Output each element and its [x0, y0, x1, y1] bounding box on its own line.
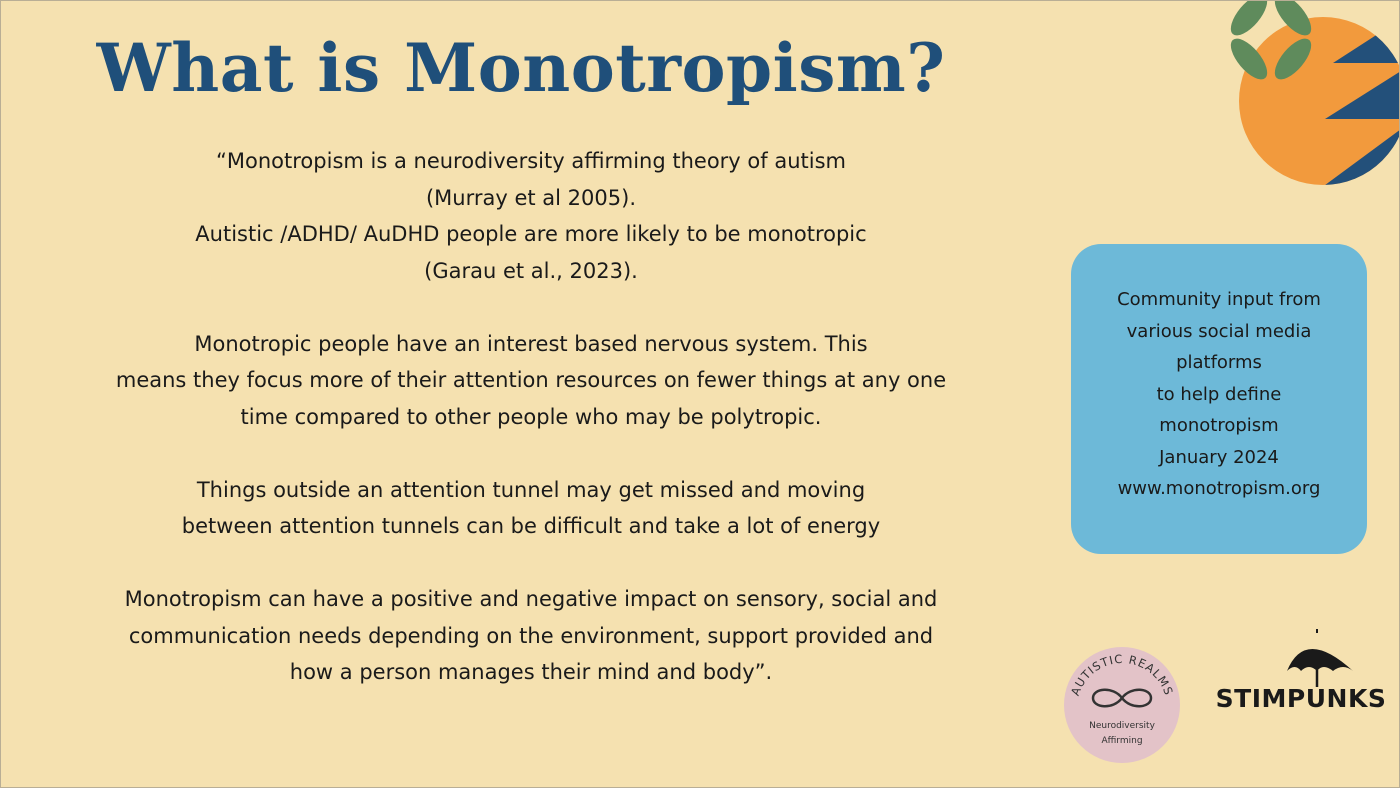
text-line: communication needs depending on the environment, support provided and	[128, 623, 934, 648]
info-box	[1071, 244, 1367, 554]
info-line: monotropism	[1159, 415, 1279, 436]
logo-caption-2: Affirming	[1101, 736, 1143, 746]
info-line: platforms	[1176, 352, 1262, 373]
info-line: to help define	[1156, 383, 1282, 405]
text-line: (Garau et al., 2023).	[424, 258, 638, 283]
text-line: Autistic /ADHD/ AuDHD people are more likely to be monotropic	[195, 222, 867, 246]
text-line: time compared to other people who may be polytropic.	[240, 404, 822, 429]
text-line: Monotropism can have a positive and negative impact on sensory, social and	[124, 587, 938, 611]
paragraph-3	[41, 472, 1021, 545]
logo-caption-1: Neurodiversity	[1089, 721, 1155, 731]
info-line: various social media	[1126, 320, 1312, 342]
info-line: Community input from	[1117, 289, 1321, 310]
paragraph-2	[41, 326, 1021, 436]
text-line: means they focus more of their attention resources on fewer things at any one	[115, 368, 947, 392]
info-line: www.monotropism.org	[1117, 478, 1321, 499]
stimpunks-wordmark: STIMPUNKS	[1215, 684, 1387, 713]
body-text	[41, 143, 1021, 727]
info-line: January 2024	[1159, 446, 1279, 468]
umbrella-icon	[1213, 629, 1389, 689]
page-title: What is Monotropism?	[96, 29, 946, 107]
text-line: Things outside an attention tunnel may get missed and moving	[196, 477, 866, 502]
stimpunks-logo	[1213, 629, 1389, 719]
text-line: between attention tunnels can be difficult and take a lot of energy	[181, 514, 881, 538]
paragraph-1	[41, 143, 1021, 289]
paragraph-4	[41, 581, 1021, 691]
text-line: how a person manages their mind and body”.	[289, 660, 773, 684]
logo-arc-text: AUTISTIC REALMS	[1067, 651, 1177, 698]
text-line: “Monotropism is a neurodiversity affirming theory of autism	[216, 149, 846, 173]
corner-decoration	[1221, 1, 1400, 191]
text-line: (Murray et al 2005).	[425, 185, 636, 210]
autistic-realms-logo	[1063, 646, 1181, 764]
text-line: Monotropic people have an interest based nervous system. This	[194, 331, 868, 356]
